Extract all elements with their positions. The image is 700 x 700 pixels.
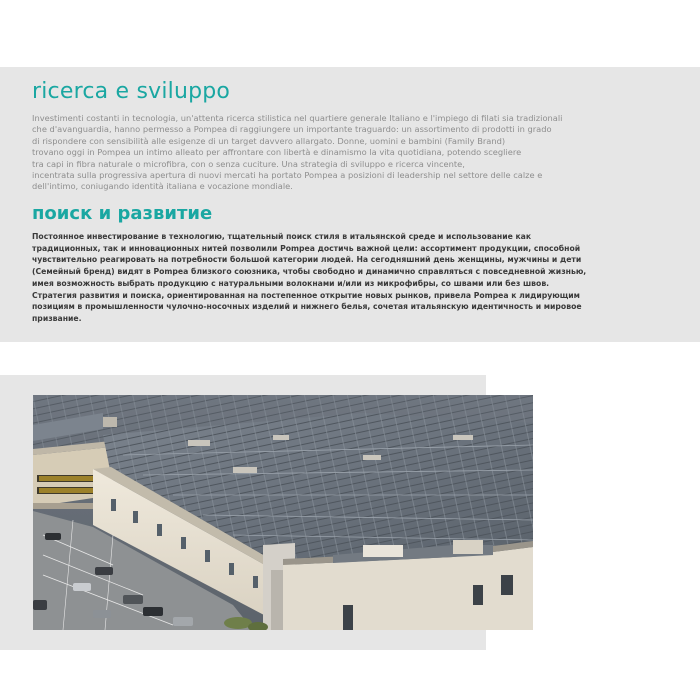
italian-body-line: trovano oggi in Pompea un intimo alleato per affrontare con libertà e dinamismo la vita quotidiana, potendo scegliere [32, 147, 522, 158]
russian-body-line: чувствительно реагировать на потребности большой категории людей. На сегодняшний день женщины, мужчины и дети [32, 255, 582, 265]
italian-body-line: tra capi in fibra naturale o microfibra, con o senza cuciture. Una strategia di sviluppo e ricerca vincente, [32, 158, 465, 169]
italian-body-line: che d'avanguardia, hanno permesso a Pompea di raggiungere un importante traguardo: un assortimento di prodotti in grado [32, 124, 552, 135]
russian-body-line: позициям в промышленности чулочно-носочных изделий и нижнего белья, сочетая итальянскую идентичность и мировое [32, 302, 582, 312]
russian-body-line: Стратегия развития и поиска, ориентированная на постепенное открытие новых рынков, привела Pompea к лидирующим [32, 290, 580, 300]
russian-body-line: Постоянное инвестирование в технологию, тщательный поиск стиля в итальянской среде и использование как [32, 232, 532, 241]
russian-body-text [32, 231, 668, 325]
italian-body-text [32, 113, 668, 193]
russian-body-line: имея возможность выбрать продукцию с натуральными волокнами и/или из микрофибры, со швами или без швов. [32, 278, 550, 288]
italian-body-line: incentrata sulla progressiva apertura di nuovi mercati ha portato Pompea a posizioni di leadership nel settore delle calze e [32, 170, 543, 181]
italian-section-title: ricerca e sviluppo [32, 79, 231, 104]
russian-body-line: традиционных, так и инновационных нитей позволили Pompea достичь важной цели: ассортимент продукции, способной [32, 243, 581, 253]
italian-body-line: Investimenti costanti in tecnologia, un'attenta ricerca stilistica nel quartiere generale Italiano e l'impiego di filati sia tradizionali [32, 113, 563, 123]
russian-body-line: (Семейный бренд) видят в Pompea близкого союзника, чтобы свободно и динамично справляться с повседневной жизнью, [32, 267, 587, 277]
russian-section-title: поиск и развитие [32, 203, 213, 224]
factory-aerial-photo [33, 395, 533, 630]
italian-body-line: di rispondere con sensibilità alle esigenze di un target davvero allargato. Donne, uomini e bambini (Family Brand) [32, 135, 506, 146]
russian-body-line: призвание. [32, 313, 82, 323]
italian-body-line: dell'intimo, coniugando identità italiana e vocazione mondiale. [32, 181, 293, 192]
